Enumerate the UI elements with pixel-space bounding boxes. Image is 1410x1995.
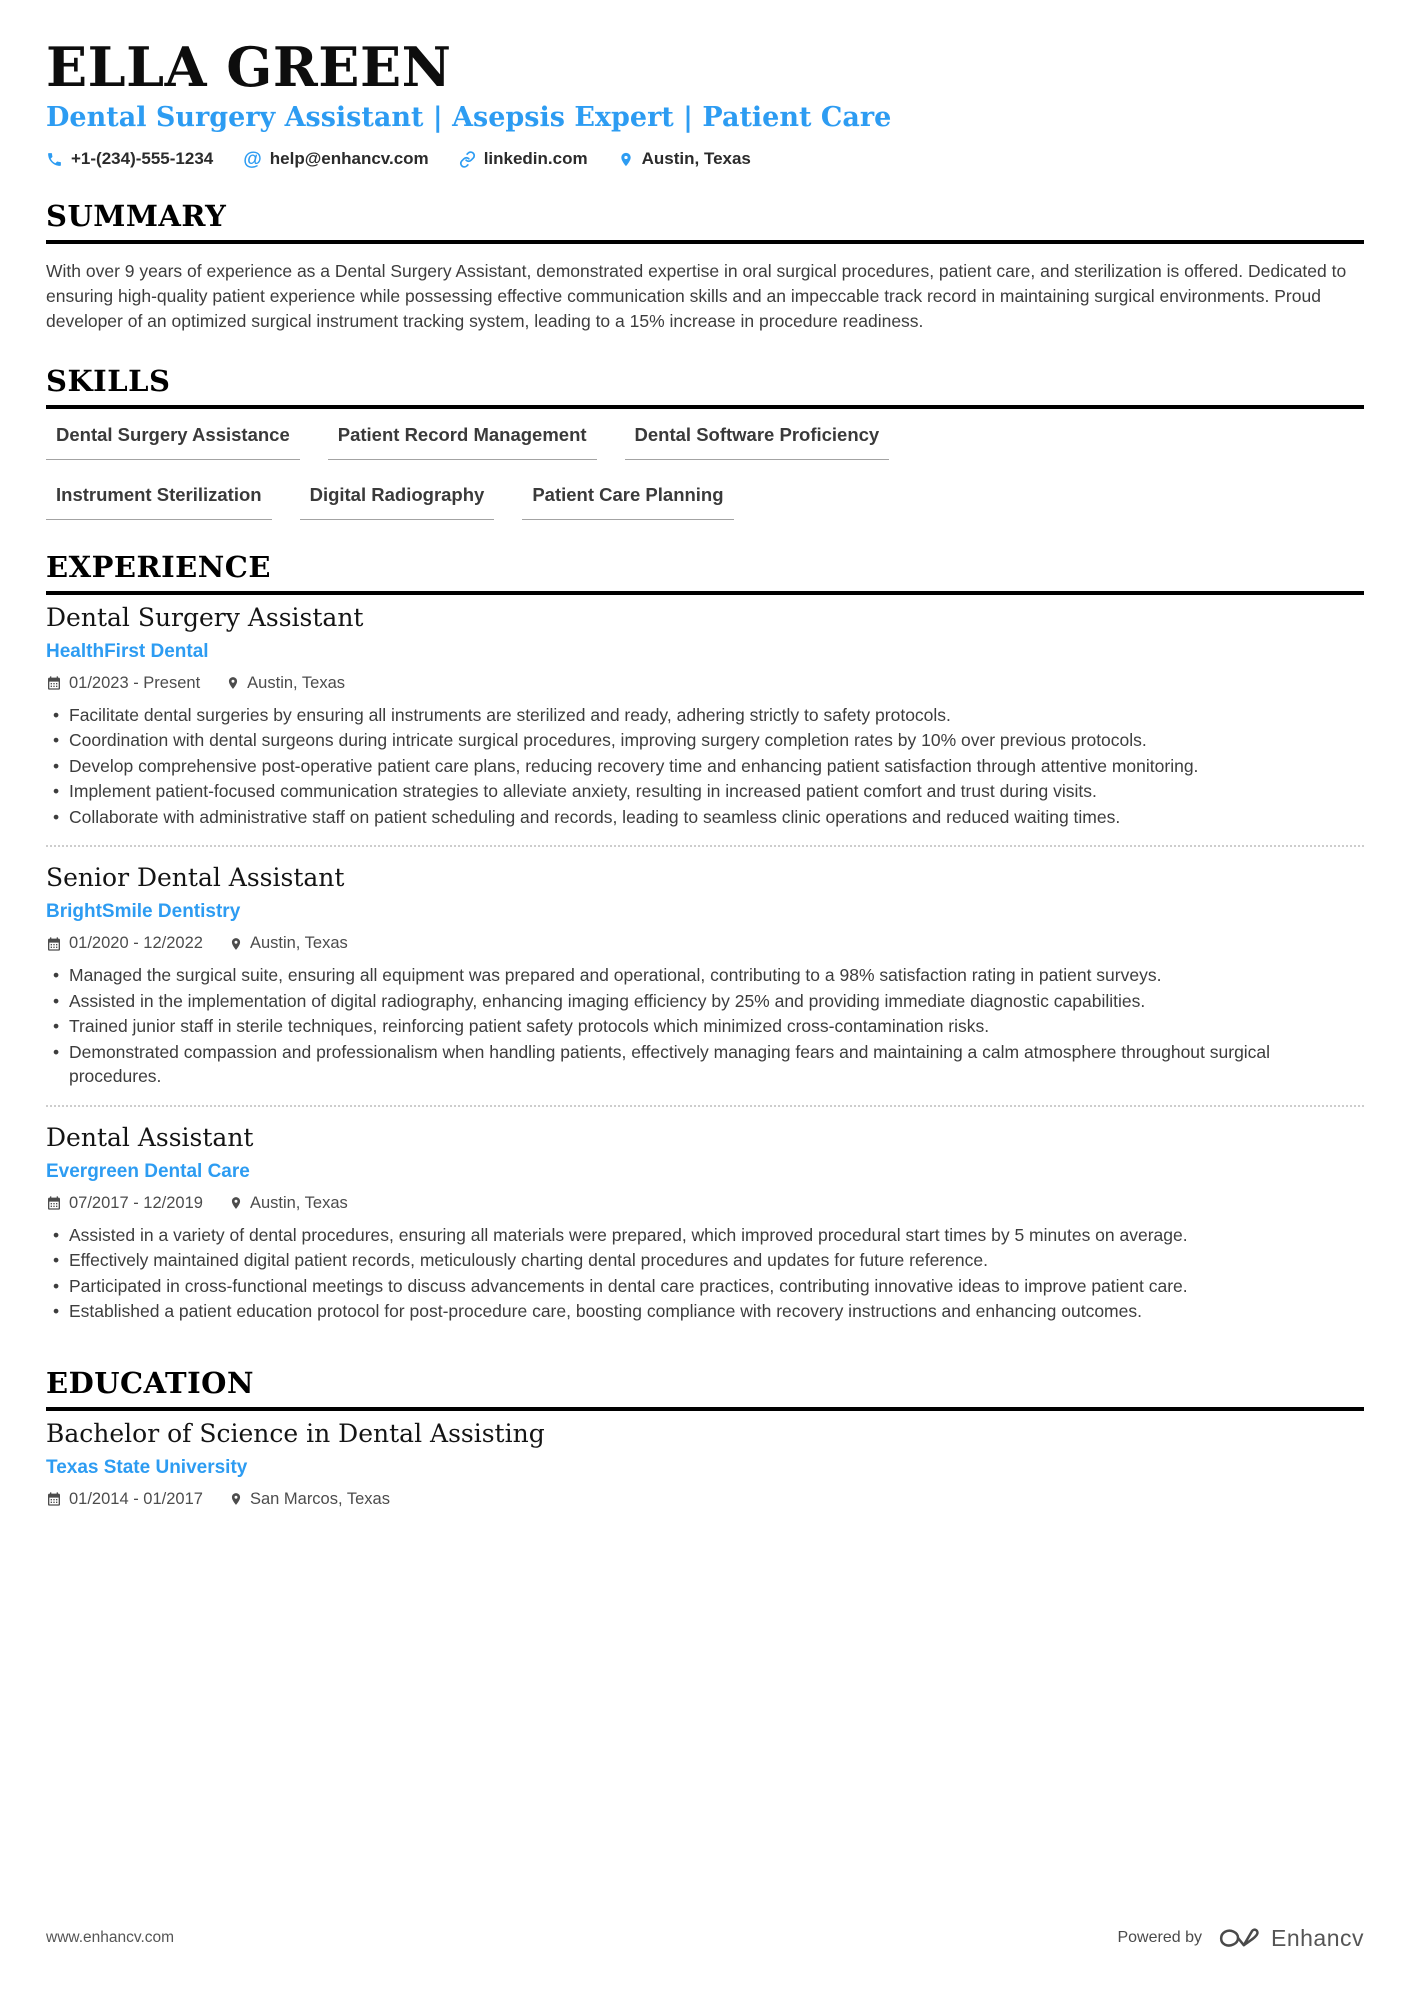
contact-email[interactable] xyxy=(243,149,428,169)
at-icon: @ xyxy=(243,148,262,170)
education-entry xyxy=(46,1411,1364,1509)
job-location xyxy=(226,674,345,693)
bullet-item: • Assisted in the implementation of digital radiography, enhancing imaging efficiency by 25% and providing immediate diagnostic capabilities. xyxy=(46,989,1364,1014)
powered-by xyxy=(1117,1923,1364,1953)
bullet-item: • Managed the surgical suite, ensuring all equipment was prepared and operational, contributing to a 98% satisfaction rating in patient surveys. xyxy=(46,963,1364,988)
job-company: Evergreen Dental Care xyxy=(46,1160,250,1182)
job-dates xyxy=(46,1194,203,1213)
job-bullets xyxy=(46,1223,1364,1324)
education-location xyxy=(229,1490,390,1509)
bullet-item: • Implement patient-focused communication strategies to alleviate anxiety, resulting in increased patient comfort and trust during visits. xyxy=(46,779,1364,804)
bullet-item: • Demonstrated compassion and professionalism when handling patients, effectively managing fears and maintaining a calm atmosphere throughout surgical procedures. xyxy=(46,1040,1364,1089)
job-location xyxy=(229,1194,348,1213)
bullet-item: • Facilitate dental surgeries by ensuring all instruments are sterilized and ready, adhering strictly to safety protocols. xyxy=(46,703,1364,728)
education-heading: EDUCATION xyxy=(46,1366,1364,1411)
education-section xyxy=(46,1366,1364,1509)
summary-text: With over 9 years of experience as a Dental Surgery Assistant, demonstrated expertise in oral surgical procedures, patient care, and sterilization is offered. Dedicated to ensuring high-quality patient experience while possessing effective communication skills and an impeccable track record in maintaining surgical environments. Proud developer of an optimized surgical instrument tracking system, leading to a 15% increase in procedure readiness. xyxy=(46,261,1347,331)
bullet-item: • Coordination with dental surgeons during intricate surgical procedures, improving surgery completion rates by 10% over previous protocols. xyxy=(46,728,1364,753)
job-dates xyxy=(46,934,203,953)
calendar-icon xyxy=(46,675,62,691)
education-location-text: San Marcos, Texas xyxy=(249,1489,390,1508)
job-title: Senior Dental Assistant xyxy=(46,863,345,893)
skill-tag: Dental Software Proficiency xyxy=(625,424,890,460)
job-location-text: Austin, Texas xyxy=(249,1193,348,1212)
job-location-text: Austin, Texas xyxy=(247,673,346,692)
experience-section xyxy=(46,550,1364,1324)
location-icon xyxy=(226,675,240,691)
summary-heading: SUMMARY xyxy=(46,199,1364,244)
location-icon xyxy=(618,151,634,168)
candidate-name: ELLA GREEN xyxy=(46,35,452,99)
job-dates xyxy=(46,674,200,693)
job-bullets xyxy=(46,963,1364,1089)
candidate-headline: Dental Surgery Assistant | Asepsis Expert | Patient Care xyxy=(46,102,892,134)
location-icon xyxy=(229,1195,243,1211)
skill-tag: Digital Radiography xyxy=(300,484,495,520)
contact-linkedin-text: linkedin.com xyxy=(483,149,588,169)
job-meta-row xyxy=(46,934,1364,953)
job-meta-row xyxy=(46,1194,1364,1213)
job-entry xyxy=(46,595,1364,830)
degree-title: Bachelor of Science in Dental Assisting xyxy=(46,1418,545,1448)
education-meta-row xyxy=(46,1490,1364,1509)
bullet-item: • Assisted in a variety of dental procedures, ensuring all materials were prepared, which improved procedural start times by 5 minutes on average. xyxy=(46,1223,1364,1248)
footer-site-link[interactable]: www.enhancv.com xyxy=(46,1929,175,1946)
job-dates-text: 07/2017 - 12/2019 xyxy=(69,1193,203,1212)
contact-location-text: Austin, Texas xyxy=(641,149,751,169)
job-entry xyxy=(46,1115,1364,1324)
job-location xyxy=(229,934,348,953)
job-title: Dental Surgery Assistant xyxy=(46,602,364,632)
contact-row xyxy=(46,149,1364,169)
summary-section xyxy=(46,199,1364,334)
job-location-text: Austin, Texas xyxy=(249,934,348,953)
contact-location xyxy=(618,149,751,169)
experience-heading: EXPERIENCE xyxy=(46,550,1364,595)
job-divider xyxy=(46,1105,1364,1107)
job-bullets xyxy=(46,703,1364,830)
link-icon xyxy=(459,151,476,168)
job-entry xyxy=(46,855,1364,1089)
job-meta-row xyxy=(46,674,1364,693)
job-dates-text: 01/2023 - Present xyxy=(69,673,201,692)
job-title: Dental Assistant xyxy=(46,1122,254,1152)
skill-tag: Instrument Sterilization xyxy=(46,484,272,520)
job-dates-text: 01/2020 - 12/2022 xyxy=(69,934,203,953)
skills-heading: SKILLS xyxy=(46,364,1364,409)
bullet-item: • Participated in cross-functional meetings to discuss advancements in dental care practices, contributing innovative ideas to improve patient care. xyxy=(46,1274,1364,1299)
skill-tag: Patient Record Management xyxy=(328,424,597,460)
job-company: BrightSmile Dentistry xyxy=(46,901,241,923)
contact-linkedin[interactable] xyxy=(459,149,588,169)
skills-row-2 xyxy=(46,484,1364,520)
skills-section xyxy=(46,364,1364,520)
bullet-item: • Established a patient education protocol for post-procedure care, boosting compliance with recovery instructions and enhancing outcomes. xyxy=(46,1299,1364,1324)
enhancv-brand-name: Enhancv xyxy=(1270,1924,1364,1951)
job-company: HealthFirst Dental xyxy=(46,640,209,662)
bullet-item: • Effectively maintained digital patient records, meticulously charting dental procedures and updates for future reference. xyxy=(46,1248,1364,1273)
skill-tag: Patient Care Planning xyxy=(522,484,733,520)
enhancv-brand[interactable] xyxy=(1216,1923,1364,1953)
contact-phone-text: +1-(234)-555-1234 xyxy=(71,149,214,169)
contact-email-text: help@enhancv.com xyxy=(269,149,429,169)
skills-row-1 xyxy=(46,424,1364,460)
enhancv-logo-icon xyxy=(1216,1923,1262,1953)
calendar-icon xyxy=(46,1195,62,1211)
skill-tag: Dental Surgery Assistance xyxy=(46,424,300,460)
bullet-item: • Collaborate with administrative staff on patient scheduling and records, leading to seamless clinic operations and reduced waiting times. xyxy=(46,805,1364,830)
location-icon xyxy=(229,936,243,952)
bullet-item: • Develop comprehensive post-operative patient care plans, reducing recovery time and enhancing patient satisfaction through attentive monitoring. xyxy=(46,754,1364,779)
bullet-item: • Trained junior staff in sterile techniques, reinforcing patient safety protocols which minimized cross-contamination risks. xyxy=(46,1014,1364,1039)
calendar-icon xyxy=(46,936,62,952)
education-dates-text: 01/2014 - 01/2017 xyxy=(69,1489,203,1508)
resume-header xyxy=(46,35,1364,170)
powered-by-label: Powered by xyxy=(1117,1929,1202,1946)
location-icon xyxy=(229,1491,243,1507)
education-dates xyxy=(46,1490,203,1509)
phone-icon xyxy=(46,151,63,168)
page-footer xyxy=(0,1923,1410,1953)
calendar-icon xyxy=(46,1491,62,1507)
contact-phone[interactable] xyxy=(46,149,213,169)
job-divider xyxy=(46,845,1364,847)
school-name: Texas State University xyxy=(46,1456,248,1478)
